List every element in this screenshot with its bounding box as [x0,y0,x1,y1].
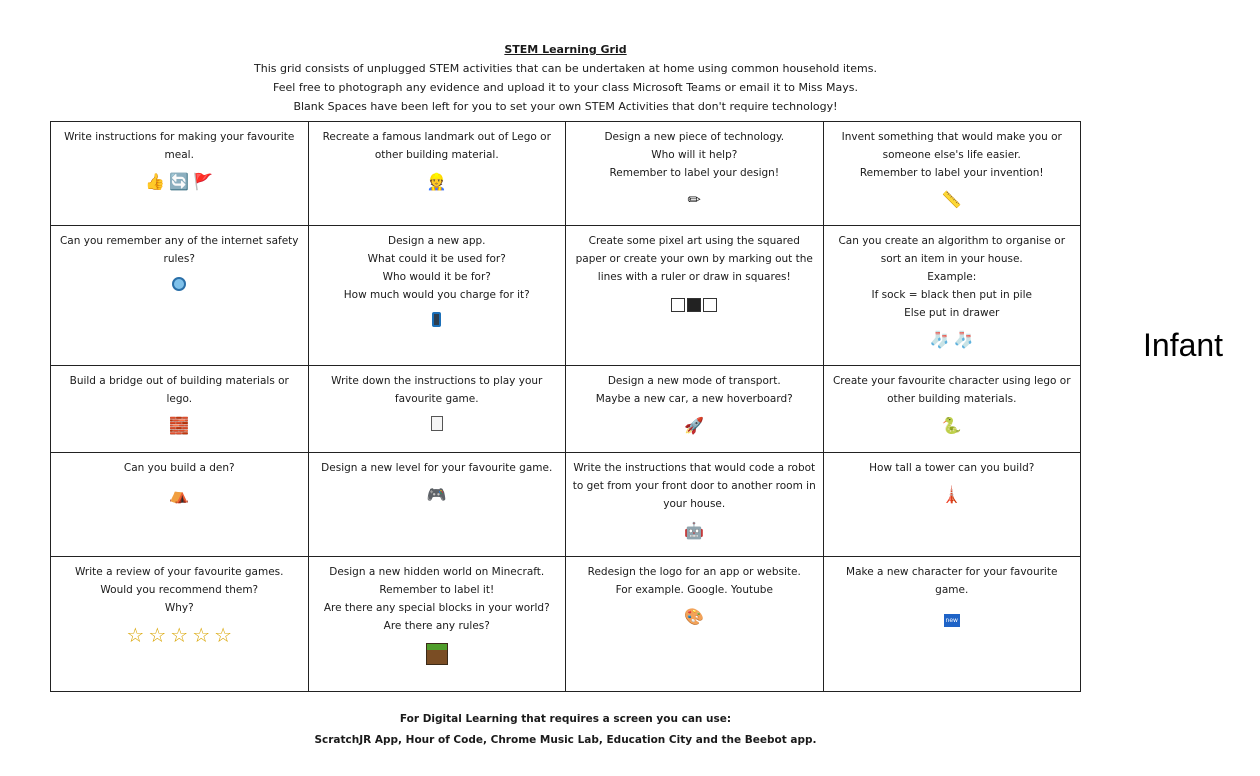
grid-cell [823,366,1081,453]
activity-text: Write a review of your favourite games. Would you recommend them? Why? [75,566,284,614]
footer-line-2: ScratchJR App, Hour of Code, Chrome Music Lab, Education City and the Beebot app. [314,734,817,746]
flag-icon: 🚩 [193,172,214,191]
screen-icon: new [944,607,960,627]
palette-icon: 🎨 [684,607,705,626]
activity-icons [572,416,817,436]
grid-cell [308,453,566,557]
intro-line-3: Blank Spaces have been left for you to set your own STEM Activities that don't require technology! [293,100,838,113]
grid-row [51,226,1081,366]
star-icon: ☆ [148,623,167,647]
builder-icon: 👷 [426,172,447,191]
grid-cell [308,226,566,366]
activity-icons [57,276,302,296]
grid-cell [566,122,824,226]
footer-line-1: For Digital Learning that requires a screen you can use: [399,713,732,725]
activity-icons [315,416,560,436]
activity-icons [57,485,302,505]
grid-row [51,557,1081,692]
activity-text: Invent something that would make you or someone else's life easier. Remember to label your invention! [841,131,1062,179]
globe-icon [172,276,186,296]
grid-cell [823,122,1081,226]
activity-icons [57,416,302,436]
activity-icons [315,643,560,670]
activity-icons [315,312,560,332]
grid-cell [566,557,824,692]
activity-icons [572,294,817,314]
grid-cell [51,557,309,692]
bricks-icon: 🧱 [169,416,190,435]
activity-icons [57,172,302,192]
grid-cell [51,453,309,557]
grid-row [51,453,1081,557]
grid-cell [566,226,824,366]
snake-icon: 🐍 [941,416,962,435]
activity-text: Can you create an algorithm to organise or sort an item in your house. Example: If sock = black then put in pile Else put in drawer [838,235,1066,319]
grid-cell [308,366,566,453]
grid-cell [823,557,1081,692]
grid-cell [566,453,824,557]
grid-cell [823,226,1081,366]
activity-text: Write down the instructions to play your favourite game. [331,375,543,405]
activity-text: Design a new mode of transport. Maybe a new car, a new hoverboard? [595,375,793,405]
activity-text: Write the instructions that would code a robot to get from your front door to another room in your house. [572,462,816,510]
activity-icons [830,416,1075,436]
grid-cell [566,366,824,453]
activity-icons [830,190,1075,210]
sock-icon: 🧦 [929,330,950,349]
side-label: Infant [1143,327,1224,363]
game-controller-icon: 🎮 [426,485,447,504]
activity-icons [572,521,817,541]
ruler-icon: 📏 [941,190,962,209]
pencil-icon: ✏ [687,190,701,209]
grid-row [51,366,1081,453]
activity-icons [830,485,1075,505]
activity-text: Recreate a famous landmark out of Lego or other building material. [322,131,551,161]
activity-text: Redesign the logo for an app or website. For example. Google. Youtube [587,566,801,596]
activity-text: Make a new character for your favourite game. [846,566,1058,596]
minecraft-block-icon [426,643,448,670]
activity-grid [50,121,1081,692]
activity-text: Design a new hidden world on Minecraft. Remember to label it! Are there any special blocks in your world? Are there any rules? [323,566,550,632]
tower-icon: 🗼 [941,485,962,504]
grid-cell [308,557,566,692]
star-icon: ☆ [126,623,145,647]
activity-text: Design a new level for your favourite game. [321,462,553,474]
document-icon [431,416,443,436]
activity-text: Write instructions for making your favourite meal. [64,131,295,161]
rocket-icon: 🚀 [684,416,705,435]
activity-icons [315,485,560,505]
activity-icons [57,625,302,645]
activity-icons [572,190,817,210]
grid-cell [823,453,1081,557]
activity-text: Can you build a den? [123,462,235,474]
activity-text: Create your favourite character using lego or other building materials. [832,375,1071,405]
repeat-icon: 🔄 [169,172,190,191]
pixel-squares-icon [670,294,718,314]
activity-icons [830,330,1075,350]
activity-text: How tall a tower can you build? [869,462,1035,474]
footer-note [50,709,1081,751]
activity-text: Can you remember any of the internet safety rules? [59,235,299,265]
grid-row [51,122,1081,226]
robot-icon: 🤖 [684,521,705,540]
star-icon: ☆ [214,623,233,647]
grid-cell [51,366,309,453]
grid-cell [51,122,309,226]
thumbs-up-icon: 👍 [145,172,166,191]
intro-line-1: This grid consists of unplugged STEM activities that can be undertaken at home using common household items. [254,62,877,75]
grid-cell [51,226,309,366]
phone-icon [432,312,441,332]
activity-text: Build a bridge out of building materials or lego. [69,375,289,405]
activity-text: Create some pixel art using the squared paper or create your own by marking out the lines with a ruler or draw in squares! [575,235,813,283]
activity-icons [315,172,560,192]
star-icon: ☆ [192,623,211,647]
document-title: STEM Learning Grid [504,43,627,56]
star-icon: ☆ [170,623,189,647]
grid-cell [308,122,566,226]
den-icon: ⛺ [169,485,190,504]
intro-line-2: Feel free to photograph any evidence and upload it to your class Microsoft Teams or email it to Miss Mays. [273,81,858,94]
document-header [50,40,1081,116]
activity-text: Design a new piece of technology. Who will it help? Remember to label your design! [604,131,785,179]
activity-icons [572,607,817,627]
sock-icon: 🧦 [953,330,974,349]
activity-text: Design a new app. What could it be used for? Who would it be for? How much would you charge for it? [343,235,530,301]
activity-icons [830,607,1075,627]
